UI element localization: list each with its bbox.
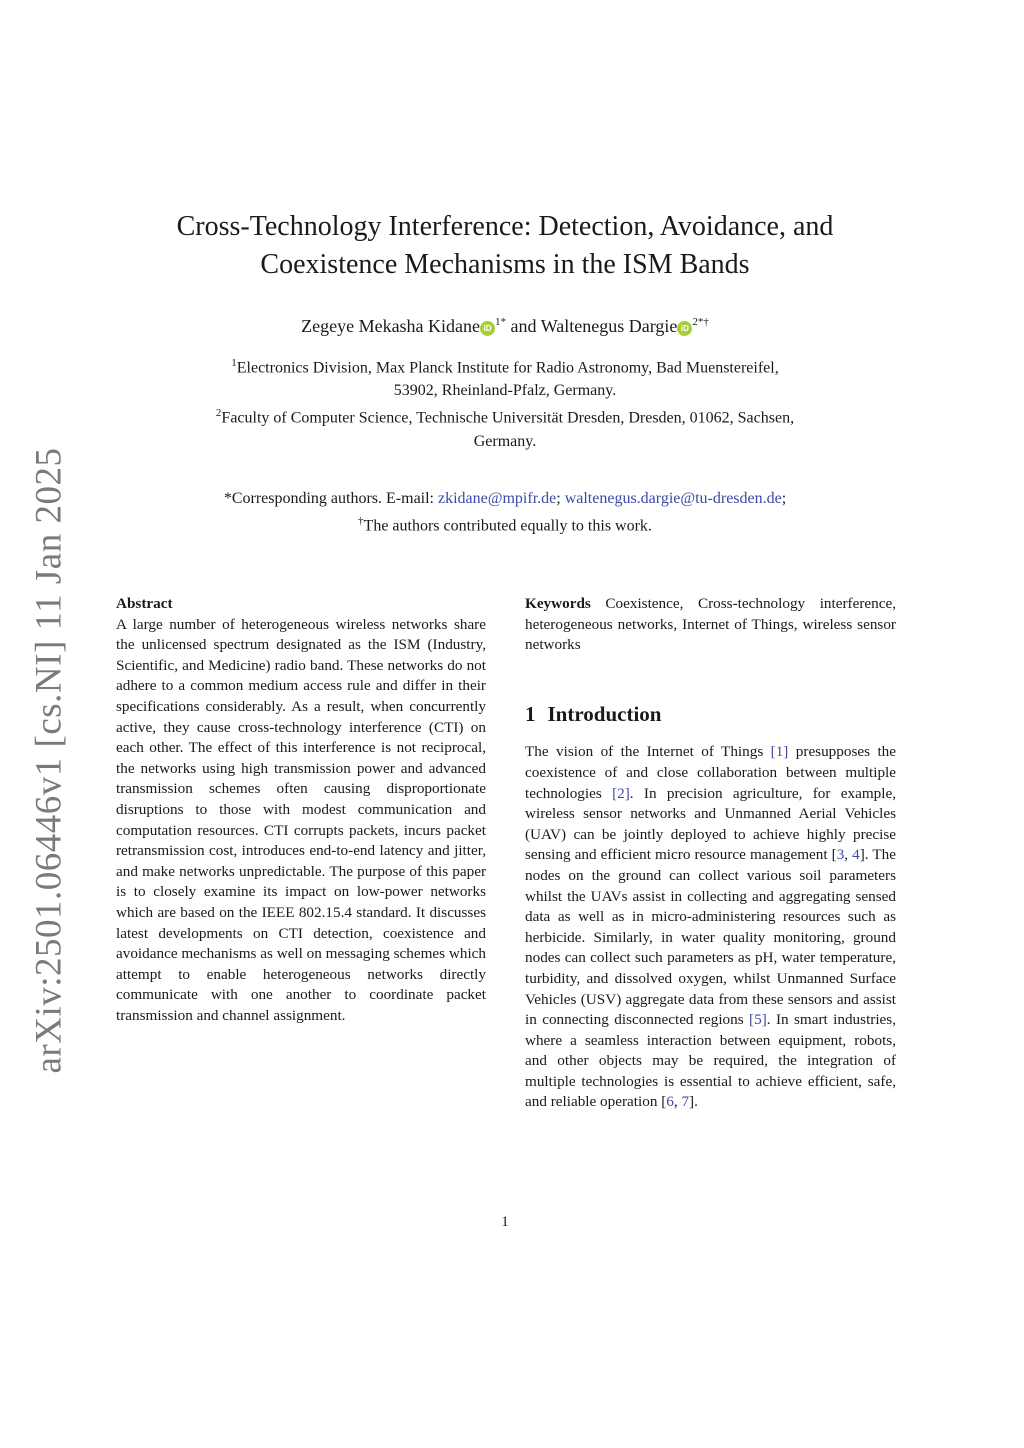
email-end: ; — [781, 490, 787, 507]
affiliation-2-line-1: Faculty of Computer Science, Technische Universität Dresden, Dresden, 01062, Sachsen, — [221, 409, 795, 427]
citation-link[interactable]: 6 — [666, 1093, 674, 1111]
page-number: 1 — [501, 1214, 509, 1230]
correspondence-prefix: *Corresponding authors. E-mail: — [223, 490, 434, 507]
email-link-2[interactable]: waltenegus.dargie@tu-dresden.de — [564, 490, 782, 507]
intro-text: ]. — [689, 1093, 698, 1111]
intro-text: , — [844, 846, 853, 864]
section-number: 1 — [525, 701, 536, 726]
intro-text: , — [673, 1093, 682, 1111]
citation-link[interactable]: [5] — [749, 1011, 767, 1029]
intro-text: ]. The nodes on the ground can collect various soil parameters whilst the UAVs assist in collecting and aggregating sensed data as well as in micro-administering resources such as herbicide. Similarly, in water quality monitoring, ground nodes can collect such parameters as pH, water temperature, turbidity, and dissolved oxygen, whilst Unmanned Surface Vehicles (USV) aggregate data from these sensors and assist in connecting disconnected regions — [525, 846, 896, 1029]
keywords-text: Coexistence, Cross-technology interference, heterogeneous networks, Internet of Things, wireless sensor networks — [525, 595, 897, 654]
author-1-mark: 1* — [495, 316, 507, 328]
abstract-heading: Abstract — [116, 595, 173, 612]
author-conjunction: and — [510, 316, 537, 336]
paper-title — [120, 208, 890, 284]
keywords — [525, 594, 896, 656]
affiliation-2 — [120, 402, 890, 452]
equal-contribution-text: The authors contributed equally to this work. — [363, 517, 652, 535]
intro-text: The vision of the Internet of Things — [525, 743, 771, 761]
affiliations — [120, 352, 890, 453]
abstract-text: A large number of heterogeneous wireless networks share the unlicensed spectrum designated as the ISM (Industry, Scientific, and Medicine) radio band. These networks do not adhere to a common medium access rule and differ in their specifications considerably. As a result, when concurrently active, they cause cross-technology interference (CTI) on each other. The effect of this interference is not reciprocal, the networks using high transmission power and advanced transmission schemes often causing disproportionate disruptions to those with modest communication and computation resources. CTI corrupts packets, incurs packet retransmission cost, introduces end-to-end latency and jitter, and make networks unpredictable. The purpose of this paper is to closely examine its impact on low-power networks which are based on the IEEE 802.15.4 standard. It discusses latest developments on CTI detection, coexistence and avoidance mechanisms as well on messaging schemes which attempt to enable heterogeneous networks directly communicate with one another to coordinate packet transmission and channel assignment. — [116, 615, 486, 1024]
author-2-mark: 2*† — [692, 316, 709, 328]
introduction-paragraph — [525, 742, 896, 1113]
intro-text: presupposes the coexistence of and close collaboration between multiple technologies — [525, 743, 896, 802]
section-heading-introduction — [525, 701, 896, 726]
abstract-column — [116, 594, 486, 1026]
right-column — [525, 594, 896, 1113]
title-line-2: Coexistence Mechanisms in the ISM Bands — [260, 249, 750, 280]
affiliation-1 — [120, 352, 890, 402]
citation-link[interactable]: 7 — [681, 1093, 690, 1111]
intro-text: . In precision agriculture, for example, wireless sensor networks and Unmanned Aerial Vehicles (UAV) can be jointly deployed to achieve highly precise sensing and efficient micro resource management [ — [525, 784, 896, 864]
email-separator: ; — [556, 490, 561, 507]
affiliation-1-line-2: 53902, Rheinland-Pfalz, Germany. — [393, 382, 617, 400]
affiliation-2-number: 2 — [215, 407, 222, 420]
affiliation-2-line-2: Germany. — [473, 432, 537, 450]
author-2: Waltenegus Dargie — [540, 316, 678, 336]
title-line-1: Cross-Technology Interference: Detection, Avoidance, and — [176, 211, 834, 242]
author-list — [120, 316, 890, 337]
citation-link[interactable]: [2] — [612, 784, 630, 802]
correspondence — [120, 487, 890, 537]
email-link-1[interactable]: zkidane@mpifr.de — [438, 490, 557, 507]
correspondence-line — [120, 487, 890, 510]
citation-link[interactable]: [1] — [770, 743, 789, 761]
intro-text: . In smart industries, where a seamless interaction between equipment, robots, and other objects may be required, the integration of multiple technologies is essential to achieve efficient, safe, and reliable operation [ — [525, 1011, 897, 1111]
keywords-heading: Keywords — [525, 595, 591, 612]
arxiv-stamp-text: arXiv:2501.06446v1 [cs.NI] 11 Jan 2025 — [28, 447, 70, 1073]
affiliation-1-line-1: Electronics Division, Max Planck Institute for Radio Astronomy, Bad Muenstereifel, — [236, 359, 779, 377]
citation-link[interactable]: 3 — [836, 846, 845, 864]
equal-contribution-note — [120, 510, 890, 537]
arxiv-stamp — [18, 447, 80, 1073]
affiliation-1-number: 1 — [231, 357, 237, 369]
orcid-icon[interactable]: iD — [677, 321, 692, 336]
author-1: Zegeye Mekasha Kidane — [301, 316, 481, 336]
section-title: Introduction — [547, 701, 662, 726]
dagger-mark: † — [358, 515, 364, 527]
orcid-icon[interactable]: iD — [480, 321, 495, 336]
citation-link[interactable]: 4 — [852, 846, 860, 864]
